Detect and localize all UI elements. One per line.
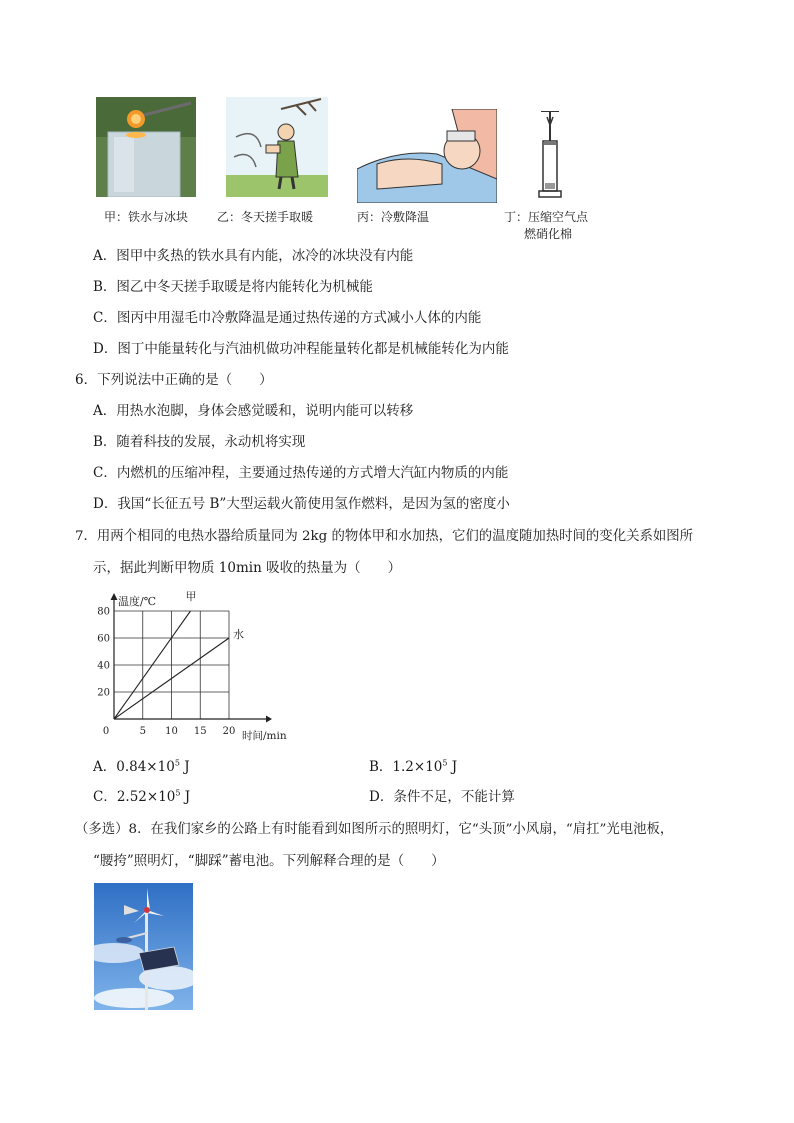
- y-tick-label-60: 60: [97, 633, 110, 645]
- chart-axes: [111, 593, 273, 723]
- q7-option-b-unit: J: [447, 759, 458, 775]
- q7-option-a: [93, 757, 190, 777]
- caption-fig-jia: 甲：铁水与冰块: [104, 210, 189, 224]
- q7-option-b-prefix: B．1.2×10: [369, 759, 443, 775]
- q8-stem-line2: “腰挎”照明灯，“脚踩”蓄电池。下列解释合理的是（ ）: [93, 853, 445, 869]
- q7-option-b: [369, 757, 457, 777]
- q6-option-d: D．我国“长征五号 B”大型运载火箭使用氢作燃料，是因为氢的密度小: [93, 496, 510, 512]
- caption-fig-ding-2: 燃硝化棉: [524, 227, 573, 241]
- figure-compressed-air: [537, 111, 563, 201]
- q6-option-b: B．随着科技的发展，永动机将实现: [93, 434, 306, 450]
- x-tick-label-20: 20: [222, 726, 236, 737]
- caption-fig-yi: 乙：冬天搓手取暖: [217, 210, 314, 224]
- q7-option-c-unit: J: [180, 789, 191, 805]
- q6-option-a: A．用热水泡脚，身体会感觉暖和，说明内能可以转移: [93, 403, 414, 419]
- q5-option-b: B．图乙中冬天搓手取暖是将内能转化为机械能: [93, 279, 373, 295]
- y-tick-label-80: 80: [97, 606, 110, 618]
- q8-stem-line1: （多选）8．在我们家乡的公路上有时能看到如图所示的照明灯，它“头顶”小风扇，“肩扛”光电池板，: [75, 822, 674, 837]
- q5-option-d: D．图丁中能量转化与汽油机做功冲程能量转化都是机械能转化为内能: [93, 341, 509, 357]
- q7-option-c-exp: 5: [175, 788, 181, 798]
- series-label-2: 水: [233, 628, 244, 641]
- x-axis-arrow: [266, 716, 272, 723]
- q7-option-a-unit: J: [179, 759, 190, 775]
- q7-option-c-prefix: C．2.52×10: [93, 789, 176, 805]
- q7-option-d: D．条件不足，不能计算: [369, 789, 515, 805]
- q5-option-a: A．图甲中炙热的铁水具有内能，冰冷的冰块没有内能: [93, 248, 414, 264]
- q5-option-c: C．图丙中用湿毛巾冷敷降温是通过热传递的方式减小人体的内能: [93, 310, 482, 326]
- x-tick-label-15: 15: [193, 726, 207, 737]
- q7-option-c: [93, 787, 190, 807]
- figure-cold-compress: [357, 109, 497, 203]
- figure-street-lamp: [94, 883, 193, 1010]
- q6-option-c: C．内燃机的压缩冲程，主要通过热传递的方式增大汽缸内物质的内能: [93, 465, 509, 481]
- y-tick-label-40: 40: [97, 660, 110, 672]
- x-axis-label: 时间/min: [242, 730, 287, 742]
- caption-fig-ding: 丁：压缩空气点: [504, 210, 589, 224]
- q7-option-a-prefix: A．0.84×10: [93, 759, 175, 775]
- q6-stem: 6．下列说法中正确的是（ ）: [75, 372, 273, 388]
- series-label-1: 甲: [185, 590, 197, 603]
- caption-fig-bing: 丙：冷敷降温: [357, 210, 430, 224]
- chart-grid: [114, 611, 229, 719]
- figure-rubbing-hands: [226, 97, 328, 197]
- q7-option-b-exp: 5: [442, 758, 448, 768]
- origin-label: 0: [102, 726, 110, 737]
- x-tick-label-10: 10: [165, 726, 178, 737]
- q7-stem-line1: 7．用两个相同的电热水器给质量同为 2kg 的物体甲和水加热，它们的温度随加热时间的变化关系如图所: [75, 529, 694, 544]
- q7-stem-line2: 示，据此判断甲物质 10min 吸收的热量为（ ）: [93, 560, 402, 576]
- y-axis-label: 温度/℃: [118, 595, 157, 608]
- temperature-time-chart: [90, 588, 300, 743]
- y-axis-arrow: [111, 593, 118, 600]
- q7-option-a-exp: 5: [174, 758, 180, 768]
- figure-iron-and-ice: [96, 97, 196, 197]
- y-tick-label-20: 20: [97, 687, 110, 699]
- x-tick-label-5: 5: [139, 726, 146, 737]
